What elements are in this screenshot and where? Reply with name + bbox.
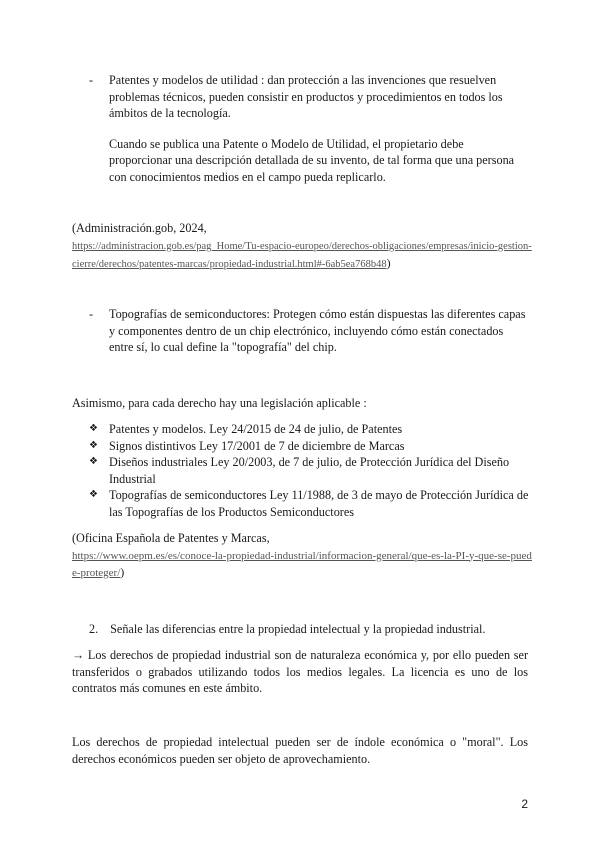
list-item-topografias	[89, 306, 529, 356]
topografias-text: Topografías de semiconductores: Protegen cómo están dispuestas las diferentes capas y componentes dentro de un chip electrónico, incluyendo cómo están conectados entre sí, lo cual define la "topografía" del chip.	[109, 307, 526, 354]
citation-link[interactable]: https://www.oepm.es/es/conoce-la-propiedad-industrial/informacion-general/que-es-la-PI-y-que-se-puede-proteger/	[72, 549, 532, 579]
list-item: ❖ Signos distintivos Ley 17/2001 de 7 de diciembre de Marcas	[89, 438, 405, 453]
answer-intelectual: Los derechos de propiedad intelectual pueden ser de índole económica o "moral". Los derechos económicos pueden ser objeto de aprovechamiento.	[72, 735, 528, 766]
page-number: 2	[521, 797, 528, 811]
question-text: Señale las diferencias entre la propiedad intelectual y la propiedad industrial.	[110, 622, 486, 636]
patentes-text: Patentes y modelos de utilidad : dan protección a las invenciones que resuelven problemas técnicos, pueden consistir en productos y procedimientos en todos los ámbitos de la tecnología.	[109, 73, 503, 120]
answer-industrial: → Los derechos de propiedad industrial son de naturaleza económica y, por ello pueden ser transferidos o grabados utilizando todos los medios legales. La licencia es uno de los contratos más comunes en este ámbito.	[72, 648, 528, 695]
list-item-patentes	[89, 72, 529, 185]
citation-suffix: )	[386, 255, 391, 270]
question-2	[89, 620, 529, 638]
question-number: 2.	[89, 622, 99, 636]
citation-prefix: (Oficina Española de Patentes y Marcas,	[72, 531, 270, 545]
citation-suffix: )	[120, 564, 125, 579]
diamond-bullet-icon: ❖	[89, 439, 98, 451]
legislation-list	[89, 421, 529, 520]
list-item: ❖ Diseños industriales Ley 20/2003, de 7 de julio, de Protección Jurídica del Diseño Industrial	[89, 455, 510, 486]
list-item: ❖ Topografías de semiconductores Ley 11/1988, de 3 de mayo de Protección Jurídica de las Topografías de los Productos Semiconductores	[89, 488, 529, 519]
citation-oepm	[72, 530, 532, 581]
citation-prefix: (Administración.gob, 2024,	[72, 221, 207, 235]
legislation-intro: Asimismo, para cada derecho hay una legislación aplicable :	[72, 396, 367, 410]
list-item: ❖ Patentes y modelos. Ley 24/2015 de 24 de julio, de Patentes	[89, 422, 403, 436]
citation-administracion	[72, 220, 532, 273]
diamond-bullet-icon: ❖	[89, 423, 98, 434]
patentes-paragraph: Cuando se publica una Patente o Modelo de Utilidad, el propietario debe proporcionar una descripción detallada de su invento, de tal forma que una persona con conocimientos medios en el campo pueda replicarlo.	[109, 136, 515, 184]
citation-link[interactable]: https://administracion.gob.es/pag_Home/Tu-espacio-europeo/derechos-obligaciones/empresas/inicio-gestion-cierre/derechos/patentes-marcas/propiedad-industrial.html#-6ab5ea768b48	[72, 240, 532, 270]
dash-marker: -	[89, 73, 94, 87]
diamond-bullet-icon: ❖	[89, 456, 98, 467]
dash-marker: -	[89, 307, 94, 321]
diamond-bullet-icon: ❖	[89, 489, 98, 500]
